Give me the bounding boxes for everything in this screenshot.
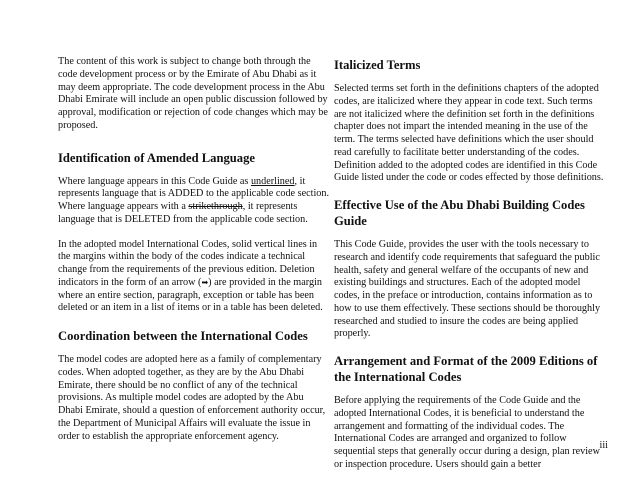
- intro-paragraph: The content of this work is subject to change both through the code development process or by the Emirate of Abu Dhabi as it may deem appropriate. The code development process in the Abu Dhabi Emirate will include an open public discussion followed by approval, modification or rejection of code changes which may be proposed.: [58, 56, 328, 131]
- heading-amended-language: Identification of Amended Language: [58, 150, 255, 165]
- amended-language-paragraph: [58, 176, 330, 227]
- right-column: [334, 56, 606, 472]
- text-run: In the adopted model International Codes, solid vertical lines in the margins within the body of the codes indicate a technical change from the requirements of the previous edition. Deletion indicators in the form of an arrow (: [58, 238, 318, 288]
- change-indicators-paragraph: [58, 239, 330, 316]
- text-run: ) are provided in the margin where an entire section, paragraph, exception or table has been deleted or an item in a list of items or in a table has been deleted.: [58, 276, 323, 314]
- strikethrough-example: strikethrough: [188, 201, 243, 212]
- heading-italicized-terms: Italicized Terms: [334, 58, 421, 72]
- page-number: iii: [599, 440, 608, 451]
- italicized-terms-paragraph: Selected terms set forth in the definitions chapters of the adopted codes, are italicized where they appear in code text. Such terms are not italicized where the definition set forth in the definitions chapter does not impart the intended meaning in the use of the term. The terms selected have definitions which the user should read carefully to facilitate better understanding of the codes. Definition added to the adopted codes are identified in this Code Guide listed under the code or codes effected by those definitions.: [334, 83, 604, 184]
- arrangement-paragraph: Before applying the requirements of the Code Guide and the adopted International Codes, it is beneficial to understand the arrangement and formatting of the individual codes. The International Codes are arranged and organized to follow sequential steps that generally occur during a design, plan review or inspection procedure. Users should gain a better: [334, 395, 600, 470]
- heading-coordination: Coordination between the International Codes: [58, 329, 308, 343]
- text-run: , it represents language that is ADDED to the applicable code section. Where language appears with a: [58, 175, 330, 212]
- text-run: Where language appears in this Code Guide as: [58, 175, 251, 187]
- effective-use-paragraph: This Code Guide, provides the user with the tools necessary to research and identify code requirements that safeguard the public health, safety and general welfare of the occupants of new and existing buildings and structures. Each of the adopted model codes, in the preface or introduction, contains information as to how to use them effectively. These sections should be thoroughly researched and studied to insure the codes are being applied properly.: [334, 239, 601, 340]
- underlined-example: underlined: [250, 175, 295, 187]
- heading-arrangement-format: Arrangement and Format of the 2009 Editions of the International Codes: [334, 354, 598, 384]
- deletion-arrow-icon: ➡: [201, 277, 209, 287]
- heading-effective-use: Effective Use of the Abu Dhabi Building Codes Guide: [334, 198, 585, 228]
- coordination-paragraph: The model codes are adopted here as a family of complementary codes. When adopted together, as they are by the Abu Dhabi Emirate, there should be no conflict of any of the technical provisions. As multiple model codes are adopted by the Abu Dhabi Emirate, should a question of enforcement authority occur, the Department of Municipal Affairs will evaluate the issue in order to establish the appropriate enforcement agency.: [58, 354, 326, 442]
- left-column: [58, 56, 330, 443]
- text-run: , it represents language that is DELETED from the applicable code section.: [58, 201, 308, 225]
